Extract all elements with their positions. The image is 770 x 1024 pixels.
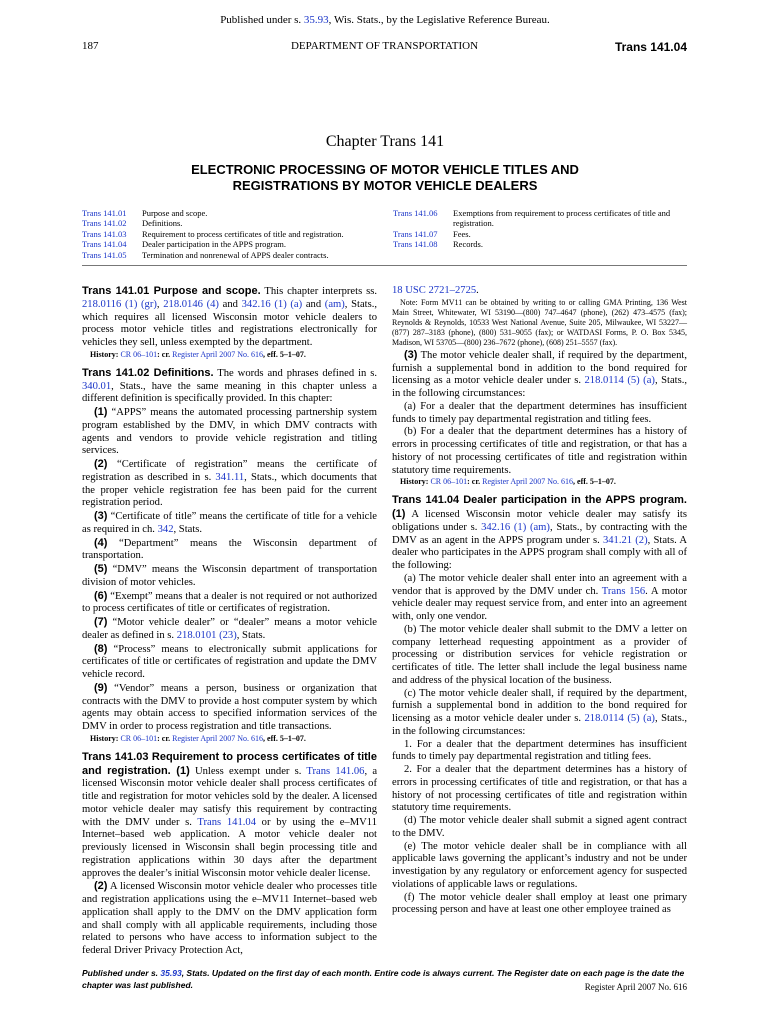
history-text: , eff. 5–1–07. xyxy=(263,733,306,743)
body-text: A licensed Wisconsin motor vehicle dealer who processes title and registration applications using the e–MV11 Internet–based web application shall apply to the DMV on the DMV application form and shall comply with all applicable requirements, including those related to persons who have access to information subject to the federal Driver Privacy Protection Act, xyxy=(82,881,377,956)
toc-section-link[interactable]: Trans 141.06 xyxy=(393,208,438,218)
toc-section-title: Fees. xyxy=(453,228,471,239)
body-text: , xyxy=(156,298,164,310)
body-text: , Stats., which documents that the proper vehicle registration fee has been paid for the current registration period. xyxy=(82,471,377,509)
statute-link[interactable]: 218.0116 (1) (gr) xyxy=(82,298,157,310)
toc-section-link[interactable]: Trans 141.08 xyxy=(393,239,438,250)
statute-link[interactable]: 218.0114 (5) (a) xyxy=(584,375,655,387)
subsection-2-continued xyxy=(392,285,687,298)
subsection-number: (2) xyxy=(94,880,108,893)
body-text: The motor vehicle dealer shall, if required by the department, furnish a supplemental bond in addition to the bond required for licensing as a motor vehicle dealer under s. xyxy=(392,349,687,387)
definition-5 xyxy=(82,563,377,590)
body-text: “Process” means to electronically submit applications for certificates of title or certificates of registration and update the DMV vehicle record. xyxy=(82,643,377,680)
body-text: . A motor vehicle dealer may request service from, and enter into an agreement with, only one vendor. xyxy=(392,585,688,622)
body-text: , Stats., by contracting with the DMV as an agent in the APPS program under s. xyxy=(392,521,688,546)
table-of-contents-right xyxy=(393,208,693,250)
paragraph-b: (b) The motor vehicle dealer shall submit to the DMV a letter on company letterhead requesting appointment as a provider of processing or distribution services for vehicle registration or certificates of title. The letter shall include the legal business name and address of the physical location of the business. xyxy=(392,623,687,686)
statute-link[interactable]: 341.11 xyxy=(215,471,245,483)
body-text: “Certificate of registration” means the certificate of registration as described in s. xyxy=(82,459,377,483)
subsection-number: (5) xyxy=(94,563,108,575)
usc-link[interactable]: 18 USC 2721–2725 xyxy=(392,285,477,296)
body-text: This chapter interprets ss. xyxy=(260,286,377,297)
body-text: The words and phrases defined in s. xyxy=(213,367,377,379)
section-link[interactable]: Trans 141.04 xyxy=(197,816,256,828)
table-of-contents-left xyxy=(82,208,382,260)
cr-link[interactable]: CR 06–101 xyxy=(120,733,158,743)
definition-2 xyxy=(82,458,377,510)
history-text: : cr. xyxy=(157,733,173,743)
page-number: 187 xyxy=(82,40,99,52)
history-text: , eff. 5–1–07. xyxy=(263,349,306,359)
text-column-left xyxy=(82,283,377,958)
publisher-line-text-end: , Wis. Stats., by the Legislative Reference Bureau. xyxy=(328,14,550,26)
body-text: Unless exempt under s. xyxy=(189,765,307,777)
section-heading: Trans 141.02 Definitions. xyxy=(82,366,214,379)
department-name: DEPARTMENT OF TRANSPORTATION xyxy=(290,40,479,52)
subsection-number: (7) xyxy=(94,616,108,628)
toc-section-title: Requirement to process certificates of title and registration. xyxy=(142,228,344,239)
section-141-04 xyxy=(392,494,687,573)
paragraph-a: (a) For a dealer that the department determines has insufficient funds to timely pay departmental registration and titling fees. xyxy=(392,400,687,425)
register-link[interactable]: Register April 2007 No. 616 xyxy=(172,349,264,359)
toc-section-link[interactable]: Trans 141.05 xyxy=(82,249,127,260)
history-label: History: xyxy=(90,733,121,743)
chapter-link[interactable]: Trans 156 xyxy=(601,585,646,597)
note: Note: Form MV11 can be obtained by writing to or calling GMA Printing, 136 West Main Street, Whitewater, WI 53190—(800) 747–4647 (phone), (262) 473–4575 (fax); Reynolds & Reynolds, 10533 West National Avenue, Suite 205, Milwaukee, WI 53227—(877) 287–3183 (phone), (800) 531–9055 (fax); or WATDASI Forms, P. O. Box 5345, Madison, WI 53705—(800) 236–7672 (phone), (608) 251–5557 (fax). xyxy=(392,297,687,347)
body-text: , Stats. xyxy=(236,629,266,641)
toc-row[interactable] xyxy=(82,218,344,228)
body-text: “Vendor” means a person, business or organization that contracts with the DMV to provide a host computer system by which agents may obtain access to specified information services of the DMV in order to process registration and title transactions. xyxy=(82,682,377,732)
history-text: , eff. 5–1–07. xyxy=(573,477,616,487)
toc-section-title: Definitions. xyxy=(142,218,183,229)
toc-section-title: Exemptions from requirement to process certificates of title and registration. xyxy=(453,208,671,229)
paragraph-b: (b) For a dealer that the department determines has a history of errors in processing certificates of title and registration, or that has a history of not processing certificates of title and registration within statutory time requirements. xyxy=(392,426,687,476)
statute-link-35-93[interactable]: 35.93 xyxy=(160,968,182,978)
paragraph-c xyxy=(392,688,687,739)
statute-link[interactable]: 342.16 (1) (a) xyxy=(241,298,303,310)
subsection-number: (9) xyxy=(94,681,108,694)
section-heading: Trans 141.04 Dealer participation in the APPS program. xyxy=(392,494,687,507)
running-head xyxy=(82,40,687,56)
statute-link[interactable]: 342 xyxy=(157,523,174,535)
publisher-line xyxy=(0,14,770,26)
page-footer xyxy=(82,967,687,991)
toc-row[interactable] xyxy=(393,229,683,239)
statute-link[interactable]: 218.0114 (5) (a) xyxy=(584,713,655,724)
body-text: “Motor vehicle dealer” or “dealer” means a motor vehicle dealer as defined in s. xyxy=(82,617,377,641)
section-141-01 xyxy=(82,285,377,350)
body-text: , Stats. xyxy=(173,523,203,535)
toc-section-title: Records. xyxy=(453,239,483,250)
chapter-subtitle: ELECTRONIC PROCESSING OF MOTOR VEHICLE TITLES AND REGISTRATIONS BY MOTOR VEHICLE DEALERS xyxy=(191,162,579,193)
body-text: , Stats. A dealer who participates in the APPS program shall comply with all of the following: xyxy=(392,534,687,571)
definition-9 xyxy=(82,682,377,734)
body-text: (a) The motor vehicle dealer shall enter into an agreement with a vendor that is approved by the DMV under ch. xyxy=(392,572,687,597)
body-text: “Exempt” means that a dealer is not required or not authorized to process certificates of title or certificates of registration. xyxy=(82,590,377,615)
body-text: , a licensed Wisconsin motor vehicle dealer shall process certificates of title and registration for motor vehicles sold by the dealer. A licensed motor vehicle dealer may satisfy this requirement by contracting with the DMV under s. xyxy=(82,765,378,828)
subsection-3 xyxy=(392,349,687,401)
toc-section-title: Dealer participation in the APPS program. xyxy=(142,239,286,250)
section-141-03 xyxy=(82,751,377,881)
subsection-number: (6) xyxy=(94,589,108,602)
statute-link[interactable]: 218.0146 (4) xyxy=(163,298,219,310)
register-link[interactable]: Register April 2007 No. 616 xyxy=(172,733,264,743)
definition-7 xyxy=(82,616,377,643)
body-text: “Certificate of title” means the certificate of title for a vehicle as required in ch. xyxy=(82,511,377,535)
history-label: History: xyxy=(400,477,431,487)
history-text: : cr. xyxy=(467,477,483,487)
history-note xyxy=(392,477,687,487)
toc-section-link[interactable]: Trans 141.03 xyxy=(82,228,127,239)
paragraph-a xyxy=(392,573,687,624)
body-text: , Stats., in the following circumstances: xyxy=(392,713,688,737)
toc-section-link[interactable]: Trans 141.02 xyxy=(82,218,127,229)
footer-text: , Stats. Updated on the first day of each month. Entire code is always current. The Register date on each page is the date the chapter was last published. xyxy=(82,968,685,990)
definition-4 xyxy=(82,537,377,564)
body-text: “Department” means the Wisconsin department of transportation. xyxy=(82,537,377,562)
history-note xyxy=(82,734,377,744)
toc-row[interactable] xyxy=(82,208,344,218)
statute-link[interactable]: 218.0101 (23) xyxy=(176,629,237,641)
divider xyxy=(82,265,687,266)
chapter-title: Chapter Trans 141 xyxy=(325,133,445,150)
body-text: and xyxy=(302,298,325,310)
subsection-number: (3) xyxy=(94,510,108,522)
body-text: , Stats., which requires all licensed Wisconsin motor vehicle dealers to process motor vehicle titles and registrations electronically for vehicles they sell, unless exempted by the department. xyxy=(82,298,378,348)
running-head-section: Trans 141.04 xyxy=(614,40,687,54)
body-text: , Stats., in the following circumstances: xyxy=(392,375,688,399)
subsection-number: (1) xyxy=(392,508,406,520)
body-text: A licensed Wisconsin motor vehicle dealer may satisfy its obligations under s. xyxy=(392,509,687,533)
body-text: and xyxy=(218,298,242,310)
toc-section-link[interactable]: Trans 141.04 xyxy=(82,239,127,250)
register-link[interactable]: Register April 2007 No. 616 xyxy=(482,477,574,487)
toc-row[interactable] xyxy=(82,239,344,249)
definition-6 xyxy=(82,590,377,617)
subsection-number: (4) xyxy=(94,536,108,549)
register-date: Register April 2007 No. 616 xyxy=(584,982,687,992)
subsection-number: (2) xyxy=(94,458,108,470)
body-text: , Stats., have the same meaning in this chapter unless a different definition is specifically provided. In this chapter: xyxy=(82,380,377,405)
toc-section-link[interactable]: Trans 141.07 xyxy=(393,228,438,239)
toc-row[interactable] xyxy=(393,239,683,249)
toc-row[interactable] xyxy=(393,208,683,229)
history-text: : cr. xyxy=(157,349,173,359)
toc-section-link[interactable]: Trans 141.01 xyxy=(82,208,127,218)
footer-text: Published under s. xyxy=(82,968,161,978)
text-column-right xyxy=(392,283,687,917)
statute-link-35-93[interactable]: 35.93 xyxy=(303,14,329,26)
body-text: “DMV” means the Wisconsin department of transportation division of motor vehicles. xyxy=(82,564,377,588)
section-heading: Trans 141.01 Purpose and scope. xyxy=(82,285,261,297)
subsection-2 xyxy=(82,880,377,958)
toc-row[interactable] xyxy=(82,250,344,260)
definition-1 xyxy=(82,406,377,458)
paragraph-e: (e) The motor vehicle dealer shall be in compliance with all applicable laws governing the applicant’s industry and not be under investigation by any regulatory or enforcement agency for suspected violations of applicable laws or regulations. xyxy=(392,840,687,890)
subdivision-2: 2. For a dealer that the department determines has a history of errors in processing certificates of title and registration, or that has a history of not processing certificates of title and registration within statutory time requirements. xyxy=(392,764,687,814)
publisher-line-text: Published under s. xyxy=(220,14,304,26)
paragraph-d: (d) The motor vehicle dealer shall submit a signed agent contract to the DMV. xyxy=(392,815,687,839)
statute-link[interactable]: 340.01 xyxy=(82,380,112,392)
definition-3 xyxy=(82,510,377,537)
subdivision-1: 1. For a dealer that the department determines has insufficient funds to timely pay departmental registration and titling fees. xyxy=(392,738,687,763)
history-note xyxy=(82,350,377,360)
body-text: “APPS” means the automated processing partnership system program established by the DMV, in which DMV contracts with agents and vendors to provide vehicle registration and titling services. xyxy=(82,407,377,457)
body-text: . xyxy=(476,285,479,296)
toc-row[interactable] xyxy=(82,229,344,239)
section-141-02 xyxy=(82,367,377,406)
subsection-number: (3) xyxy=(404,348,418,361)
body-text: (c) The motor vehicle dealer shall, if required by the department, furnish a supplemental bond in addition to the bond required for licensing as a motor vehicle dealer under s. xyxy=(392,687,687,724)
statute-link[interactable]: 342.16 (1) (am) xyxy=(481,521,550,533)
body-text: or by using the e–MV11 Internet–based web application. A motor vehicle dealer not previously licensed in Wisconsin shall begin processing title and registration applications within 30 days after the department approves the dealer’s initial Wisconsin motor vehicle dealer license. xyxy=(82,816,377,879)
cr-link[interactable]: CR 06–101 xyxy=(120,349,158,359)
toc-section-title: Purpose and scope. xyxy=(142,208,208,218)
cr-link[interactable]: CR 06–101 xyxy=(430,477,468,487)
statute-link[interactable]: (am) xyxy=(324,298,345,310)
definition-8 xyxy=(82,643,377,682)
statute-link[interactable]: 341.21 (2) xyxy=(602,534,648,546)
subsection-number: (8) xyxy=(94,642,108,655)
section-link[interactable]: Trans 141.06 xyxy=(306,765,365,777)
subsection-number: (1) xyxy=(170,764,190,777)
toc-section-title: Termination and nonrenewal of APPS dealer contracts. xyxy=(142,249,329,260)
paragraph-f: (f) The motor vehicle dealer shall employ at least one primary processing person and have at least one other employee trained as xyxy=(392,891,687,916)
subsection-number: (1) xyxy=(94,406,108,418)
section-heading: Trans 141.03 Requirement to process certificates of title and registration. xyxy=(82,750,377,777)
history-label: History: xyxy=(90,349,121,359)
